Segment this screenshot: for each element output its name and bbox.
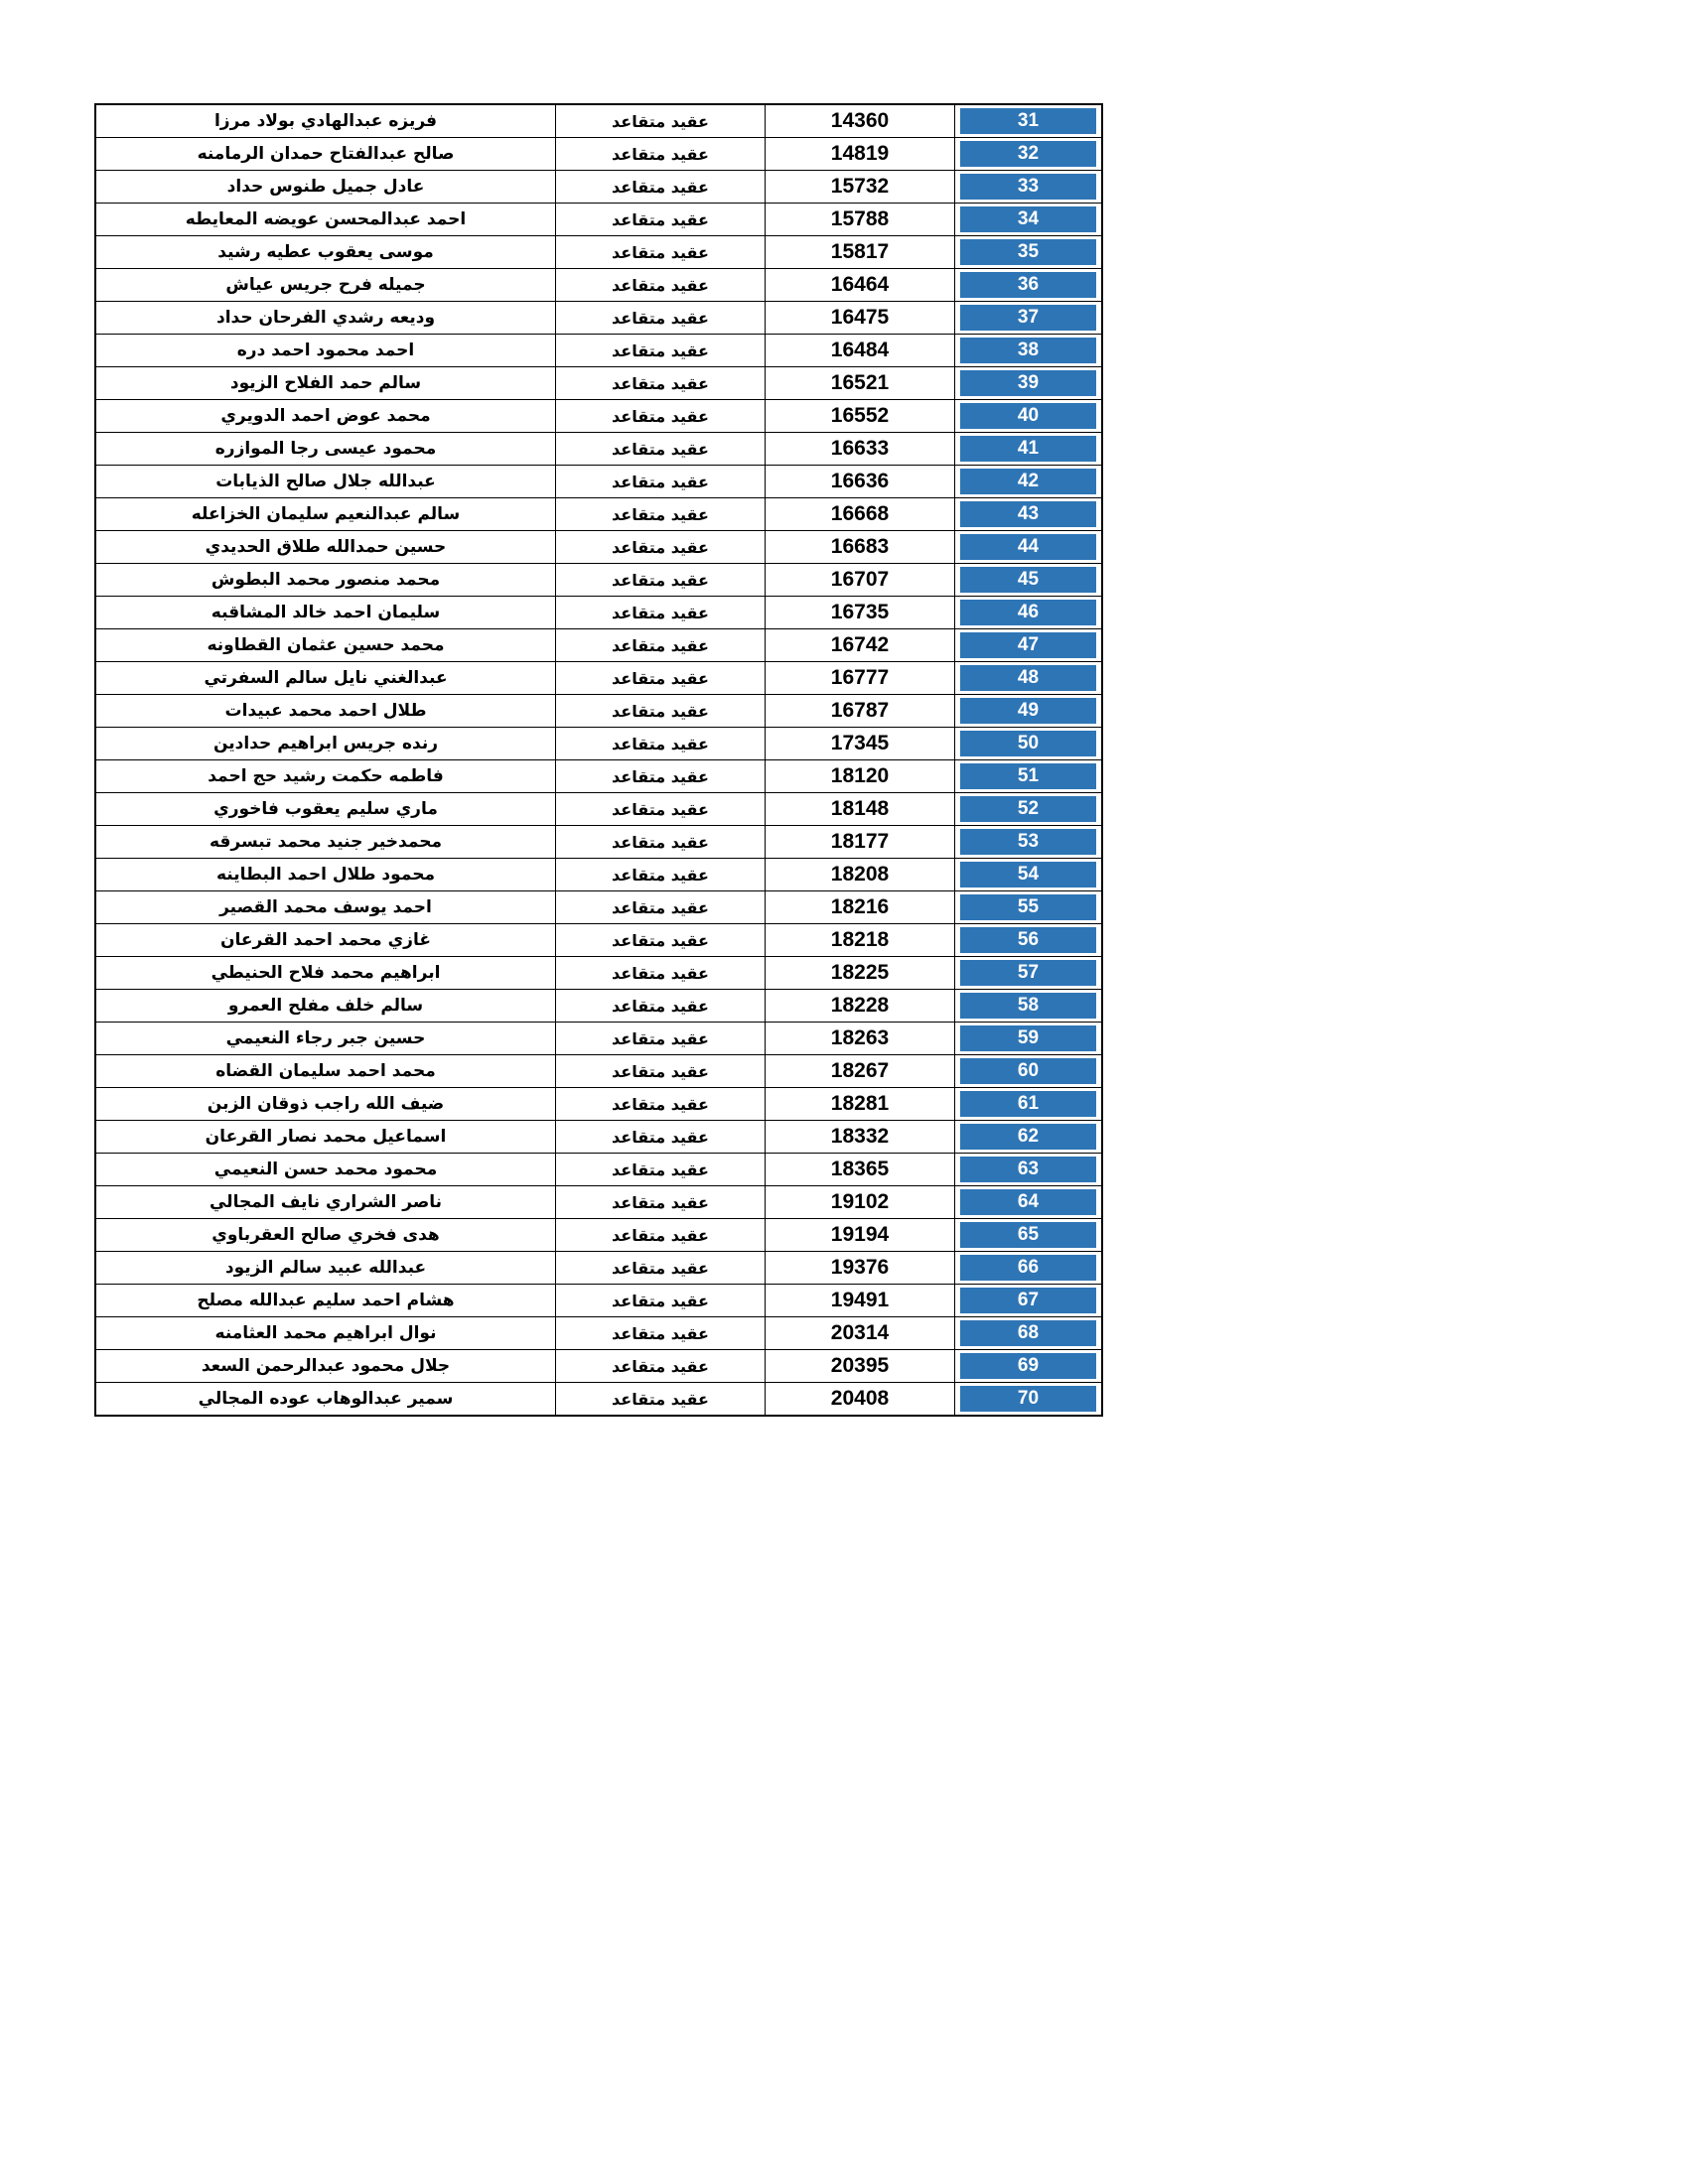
- table-row: [95, 269, 1102, 302]
- row-rank-cell: عقيد متقاعد: [556, 859, 766, 891]
- row-rank-cell: عقيد متقاعد: [556, 662, 766, 695]
- row-service-number-cell: 16484: [766, 335, 955, 367]
- row-name-cell: طلال احمد محمد عبيدات: [95, 695, 556, 728]
- row-index-cell: [955, 760, 1103, 793]
- row-name-cell: سليمان احمد خالد المشاقبه: [95, 597, 556, 629]
- row-rank-cell: عقيد متقاعد: [556, 1350, 766, 1383]
- row-rank-cell: عقيد متقاعد: [556, 564, 766, 597]
- row-rank-cell: عقيد متقاعد: [556, 1317, 766, 1350]
- row-service-number-cell: 18148: [766, 793, 955, 826]
- row-index-badge: 50: [960, 731, 1096, 756]
- row-service-number-cell: 18120: [766, 760, 955, 793]
- table-row: [95, 826, 1102, 859]
- row-index-cell: [955, 629, 1103, 662]
- row-service-number-cell: 18208: [766, 859, 955, 891]
- row-rank-cell: عقيد متقاعد: [556, 1285, 766, 1317]
- row-index-badge: 31: [960, 108, 1096, 134]
- table-row: [95, 1317, 1102, 1350]
- row-index-badge: 51: [960, 763, 1096, 789]
- row-service-number-cell: 16787: [766, 695, 955, 728]
- row-service-number-cell: 17345: [766, 728, 955, 760]
- row-name-cell: غازي محمد احمد القرعان: [95, 924, 556, 957]
- row-index-cell: [955, 236, 1103, 269]
- table-row: [95, 104, 1102, 138]
- table-row: [95, 1121, 1102, 1154]
- row-index-badge: 33: [960, 174, 1096, 200]
- table-row: [95, 793, 1102, 826]
- row-index-badge: 70: [960, 1386, 1096, 1412]
- table-row: [95, 466, 1102, 498]
- row-rank-cell: عقيد متقاعد: [556, 793, 766, 826]
- row-index-cell: [955, 104, 1103, 138]
- row-rank-cell: عقيد متقاعد: [556, 204, 766, 236]
- row-rank-cell: عقيد متقاعد: [556, 466, 766, 498]
- table-row: [95, 302, 1102, 335]
- table-row: [95, 1285, 1102, 1317]
- retired-officers-table: [94, 103, 1103, 1417]
- table-row: [95, 1023, 1102, 1055]
- row-index-badge: 65: [960, 1222, 1096, 1248]
- table-row: [95, 1186, 1102, 1219]
- row-index-cell: [955, 1350, 1103, 1383]
- row-service-number-cell: 18281: [766, 1088, 955, 1121]
- row-index-badge: 32: [960, 141, 1096, 167]
- row-index-badge: 44: [960, 534, 1096, 560]
- table-row: [95, 433, 1102, 466]
- row-service-number-cell: 16552: [766, 400, 955, 433]
- table-row: [95, 695, 1102, 728]
- table-row: [95, 891, 1102, 924]
- row-service-number-cell: 16475: [766, 302, 955, 335]
- row-index-cell: [955, 498, 1103, 531]
- row-name-cell: اسماعيل محمد نصار القرعان: [95, 1121, 556, 1154]
- table-row: [95, 400, 1102, 433]
- table-row: [95, 1088, 1102, 1121]
- row-name-cell: ماري سليم يعقوب فاخوري: [95, 793, 556, 826]
- row-index-badge: 55: [960, 894, 1096, 920]
- row-service-number-cell: 18365: [766, 1154, 955, 1186]
- row-name-cell: عادل جميل طنوس حداد: [95, 171, 556, 204]
- row-service-number-cell: 18177: [766, 826, 955, 859]
- row-index-cell: [955, 171, 1103, 204]
- row-name-cell: احمد محمود احمد دره: [95, 335, 556, 367]
- row-name-cell: احمد عبدالمحسن عويضه المعايطه: [95, 204, 556, 236]
- row-service-number-cell: 20408: [766, 1383, 955, 1417]
- row-service-number-cell: 16735: [766, 597, 955, 629]
- row-name-cell: نوال ابراهيم محمد العثامنه: [95, 1317, 556, 1350]
- row-index-badge: 47: [960, 632, 1096, 658]
- row-name-cell: محمد منصور محمد البطوش: [95, 564, 556, 597]
- row-rank-cell: عقيد متقاعد: [556, 695, 766, 728]
- row-name-cell: عبدالله عبيد سالم الزيود: [95, 1252, 556, 1285]
- row-rank-cell: عقيد متقاعد: [556, 531, 766, 564]
- row-service-number-cell: 16668: [766, 498, 955, 531]
- row-index-badge: 60: [960, 1058, 1096, 1084]
- row-name-cell: فريزه عبدالهادي بولاد مرزا: [95, 104, 556, 138]
- row-index-badge: 52: [960, 796, 1096, 822]
- row-service-number-cell: 19194: [766, 1219, 955, 1252]
- row-rank-cell: عقيد متقاعد: [556, 990, 766, 1023]
- row-index-badge: 54: [960, 862, 1096, 887]
- row-name-cell: موسى يعقوب عطيه رشيد: [95, 236, 556, 269]
- table-row: [95, 367, 1102, 400]
- row-index-cell: [955, 1252, 1103, 1285]
- row-rank-cell: عقيد متقاعد: [556, 1023, 766, 1055]
- row-name-cell: محمد عوض احمد الدويري: [95, 400, 556, 433]
- row-index-badge: 57: [960, 960, 1096, 986]
- row-index-badge: 37: [960, 305, 1096, 331]
- row-index-cell: [955, 466, 1103, 498]
- row-index-cell: [955, 957, 1103, 990]
- row-index-cell: [955, 1154, 1103, 1186]
- row-index-cell: [955, 826, 1103, 859]
- row-index-badge: 69: [960, 1353, 1096, 1379]
- row-name-cell: محمد احمد سليمان القضاه: [95, 1055, 556, 1088]
- row-index-cell: [955, 1285, 1103, 1317]
- table-row: [95, 728, 1102, 760]
- row-name-cell: فاطمه حكمت رشيد حج احمد: [95, 760, 556, 793]
- row-service-number-cell: 19102: [766, 1186, 955, 1219]
- row-name-cell: هدى فخري صالح العقرباوي: [95, 1219, 556, 1252]
- row-index-badge: 56: [960, 927, 1096, 953]
- row-index-cell: [955, 433, 1103, 466]
- row-rank-cell: عقيد متقاعد: [556, 335, 766, 367]
- table-row: [95, 204, 1102, 236]
- row-index-cell: [955, 531, 1103, 564]
- row-name-cell: وديعه رشدي الفرحان حداد: [95, 302, 556, 335]
- row-rank-cell: عقيد متقاعد: [556, 1154, 766, 1186]
- row-service-number-cell: 19491: [766, 1285, 955, 1317]
- row-rank-cell: عقيد متقاعد: [556, 104, 766, 138]
- row-rank-cell: عقيد متقاعد: [556, 826, 766, 859]
- row-index-cell: [955, 269, 1103, 302]
- row-index-badge: 53: [960, 829, 1096, 855]
- row-index-cell: [955, 1317, 1103, 1350]
- row-index-cell: [955, 793, 1103, 826]
- row-name-cell: عبدالغني نايل سالم السفرتي: [95, 662, 556, 695]
- row-rank-cell: عقيد متقاعد: [556, 236, 766, 269]
- row-service-number-cell: 19376: [766, 1252, 955, 1285]
- row-index-badge: 63: [960, 1157, 1096, 1182]
- row-service-number-cell: 16683: [766, 531, 955, 564]
- table-row: [95, 957, 1102, 990]
- row-name-cell: احمد يوسف محمد القصير: [95, 891, 556, 924]
- row-service-number-cell: 15788: [766, 204, 955, 236]
- table-row: [95, 629, 1102, 662]
- row-index-badge: 35: [960, 239, 1096, 265]
- row-index-badge: 66: [960, 1255, 1096, 1281]
- row-name-cell: حسين جبر رجاء النعيمي: [95, 1023, 556, 1055]
- row-index-cell: [955, 597, 1103, 629]
- row-service-number-cell: 18332: [766, 1121, 955, 1154]
- row-name-cell: جلال محمود عبدالرحمن السعد: [95, 1350, 556, 1383]
- row-index-cell: [955, 891, 1103, 924]
- table-row: [95, 138, 1102, 171]
- table-row: [95, 236, 1102, 269]
- row-service-number-cell: 18216: [766, 891, 955, 924]
- row-index-cell: [955, 138, 1103, 171]
- row-service-number-cell: 15732: [766, 171, 955, 204]
- row-rank-cell: عقيد متقاعد: [556, 957, 766, 990]
- row-name-cell: رنده جريس ابراهيم حدادين: [95, 728, 556, 760]
- table-row: [95, 531, 1102, 564]
- row-rank-cell: عقيد متقاعد: [556, 1383, 766, 1417]
- row-service-number-cell: 18225: [766, 957, 955, 990]
- row-index-badge: 43: [960, 501, 1096, 527]
- row-rank-cell: عقيد متقاعد: [556, 302, 766, 335]
- row-rank-cell: عقيد متقاعد: [556, 400, 766, 433]
- row-rank-cell: عقيد متقاعد: [556, 1055, 766, 1088]
- row-index-cell: [955, 1186, 1103, 1219]
- row-index-cell: [955, 990, 1103, 1023]
- row-index-cell: [955, 367, 1103, 400]
- row-name-cell: حسين حمدالله طلاق الحديدي: [95, 531, 556, 564]
- row-service-number-cell: 18267: [766, 1055, 955, 1088]
- table-row: [95, 1383, 1102, 1417]
- table-row: [95, 1219, 1102, 1252]
- row-index-badge: 59: [960, 1025, 1096, 1051]
- table-row: [95, 564, 1102, 597]
- row-service-number-cell: 20395: [766, 1350, 955, 1383]
- row-name-cell: محمود محمد حسن النعيمي: [95, 1154, 556, 1186]
- row-index-cell: [955, 859, 1103, 891]
- table-row: [95, 1252, 1102, 1285]
- row-rank-cell: عقيد متقاعد: [556, 498, 766, 531]
- row-index-badge: 46: [960, 600, 1096, 625]
- table-row: [95, 171, 1102, 204]
- row-index-badge: 34: [960, 206, 1096, 232]
- row-rank-cell: عقيد متقاعد: [556, 1121, 766, 1154]
- row-name-cell: ضيف الله راجب ذوقان الزبن: [95, 1088, 556, 1121]
- retired-officers-table-wrap: [94, 103, 1103, 1417]
- row-rank-cell: عقيد متقاعد: [556, 728, 766, 760]
- row-rank-cell: عقيد متقاعد: [556, 138, 766, 171]
- row-name-cell: محمد حسين عثمان القطاونه: [95, 629, 556, 662]
- row-service-number-cell: 14819: [766, 138, 955, 171]
- row-index-cell: [955, 1088, 1103, 1121]
- row-index-cell: [955, 695, 1103, 728]
- row-index-cell: [955, 1383, 1103, 1417]
- row-service-number-cell: 16777: [766, 662, 955, 695]
- row-rank-cell: عقيد متقاعد: [556, 760, 766, 793]
- row-name-cell: صالح عبدالفتاح حمدان الرمامنه: [95, 138, 556, 171]
- row-index-cell: [955, 662, 1103, 695]
- row-index-badge: 45: [960, 567, 1096, 593]
- row-index-cell: [955, 564, 1103, 597]
- row-index-badge: 67: [960, 1288, 1096, 1313]
- row-index-cell: [955, 1219, 1103, 1252]
- row-index-cell: [955, 400, 1103, 433]
- row-name-cell: سالم حمد الفلاح الزيود: [95, 367, 556, 400]
- row-index-cell: [955, 924, 1103, 957]
- row-index-badge: 38: [960, 338, 1096, 363]
- row-rank-cell: عقيد متقاعد: [556, 367, 766, 400]
- row-rank-cell: عقيد متقاعد: [556, 1252, 766, 1285]
- row-service-number-cell: 16707: [766, 564, 955, 597]
- table-row: [95, 859, 1102, 891]
- table-row: [95, 498, 1102, 531]
- row-index-badge: 61: [960, 1091, 1096, 1117]
- row-rank-cell: عقيد متقاعد: [556, 1219, 766, 1252]
- row-name-cell: ابراهيم محمد فلاح الحنيطي: [95, 957, 556, 990]
- table-row: [95, 335, 1102, 367]
- row-index-cell: [955, 302, 1103, 335]
- row-index-badge: 36: [960, 272, 1096, 298]
- row-service-number-cell: 16521: [766, 367, 955, 400]
- table-row: [95, 990, 1102, 1023]
- row-service-number-cell: 18228: [766, 990, 955, 1023]
- row-service-number-cell: 16742: [766, 629, 955, 662]
- table-row: [95, 1055, 1102, 1088]
- table-body: [95, 104, 1102, 1416]
- row-service-number-cell: 16633: [766, 433, 955, 466]
- row-index-cell: [955, 1055, 1103, 1088]
- row-index-badge: 49: [960, 698, 1096, 724]
- table-row: [95, 1154, 1102, 1186]
- row-index-badge: 41: [960, 436, 1096, 462]
- row-rank-cell: عقيد متقاعد: [556, 891, 766, 924]
- table-row: [95, 662, 1102, 695]
- row-name-cell: محمود عيسى رجا الموازره: [95, 433, 556, 466]
- row-rank-cell: عقيد متقاعد: [556, 1186, 766, 1219]
- row-name-cell: محمود طلال احمد البطاينه: [95, 859, 556, 891]
- row-name-cell: سالم خلف مفلح العمرو: [95, 990, 556, 1023]
- row-service-number-cell: 18263: [766, 1023, 955, 1055]
- row-rank-cell: عقيد متقاعد: [556, 597, 766, 629]
- row-index-badge: 62: [960, 1124, 1096, 1150]
- row-index-cell: [955, 1121, 1103, 1154]
- row-service-number-cell: 16464: [766, 269, 955, 302]
- row-service-number-cell: 15817: [766, 236, 955, 269]
- table-row: [95, 760, 1102, 793]
- row-index-cell: [955, 204, 1103, 236]
- row-index-cell: [955, 335, 1103, 367]
- row-name-cell: سالم عبدالنعيم سليمان الخزاعله: [95, 498, 556, 531]
- row-service-number-cell: 20314: [766, 1317, 955, 1350]
- row-name-cell: عبدالله جلال صالح الذيابات: [95, 466, 556, 498]
- row-name-cell: محمدخير جنيد محمد تبسرقه: [95, 826, 556, 859]
- row-index-badge: 40: [960, 403, 1096, 429]
- table-row: [95, 924, 1102, 957]
- row-index-badge: 58: [960, 993, 1096, 1019]
- table-row: [95, 1350, 1102, 1383]
- row-index-badge: 42: [960, 469, 1096, 494]
- row-index-badge: 39: [960, 370, 1096, 396]
- row-service-number-cell: 18218: [766, 924, 955, 957]
- row-service-number-cell: 16636: [766, 466, 955, 498]
- row-name-cell: ناصر الشراري نايف المجالي: [95, 1186, 556, 1219]
- row-name-cell: جميله فرح جريس عياش: [95, 269, 556, 302]
- row-name-cell: سمير عبدالوهاب عوده المجالي: [95, 1383, 556, 1417]
- row-index-cell: [955, 728, 1103, 760]
- table-row: [95, 597, 1102, 629]
- row-name-cell: هشام احمد سليم عبدالله مصلح: [95, 1285, 556, 1317]
- row-rank-cell: عقيد متقاعد: [556, 433, 766, 466]
- row-index-badge: 68: [960, 1320, 1096, 1346]
- row-index-badge: 48: [960, 665, 1096, 691]
- row-rank-cell: عقيد متقاعد: [556, 629, 766, 662]
- row-index-badge: 64: [960, 1189, 1096, 1215]
- row-rank-cell: عقيد متقاعد: [556, 924, 766, 957]
- row-service-number-cell: 14360: [766, 104, 955, 138]
- row-rank-cell: عقيد متقاعد: [556, 269, 766, 302]
- row-rank-cell: عقيد متقاعد: [556, 1088, 766, 1121]
- row-index-cell: [955, 1023, 1103, 1055]
- row-rank-cell: عقيد متقاعد: [556, 171, 766, 204]
